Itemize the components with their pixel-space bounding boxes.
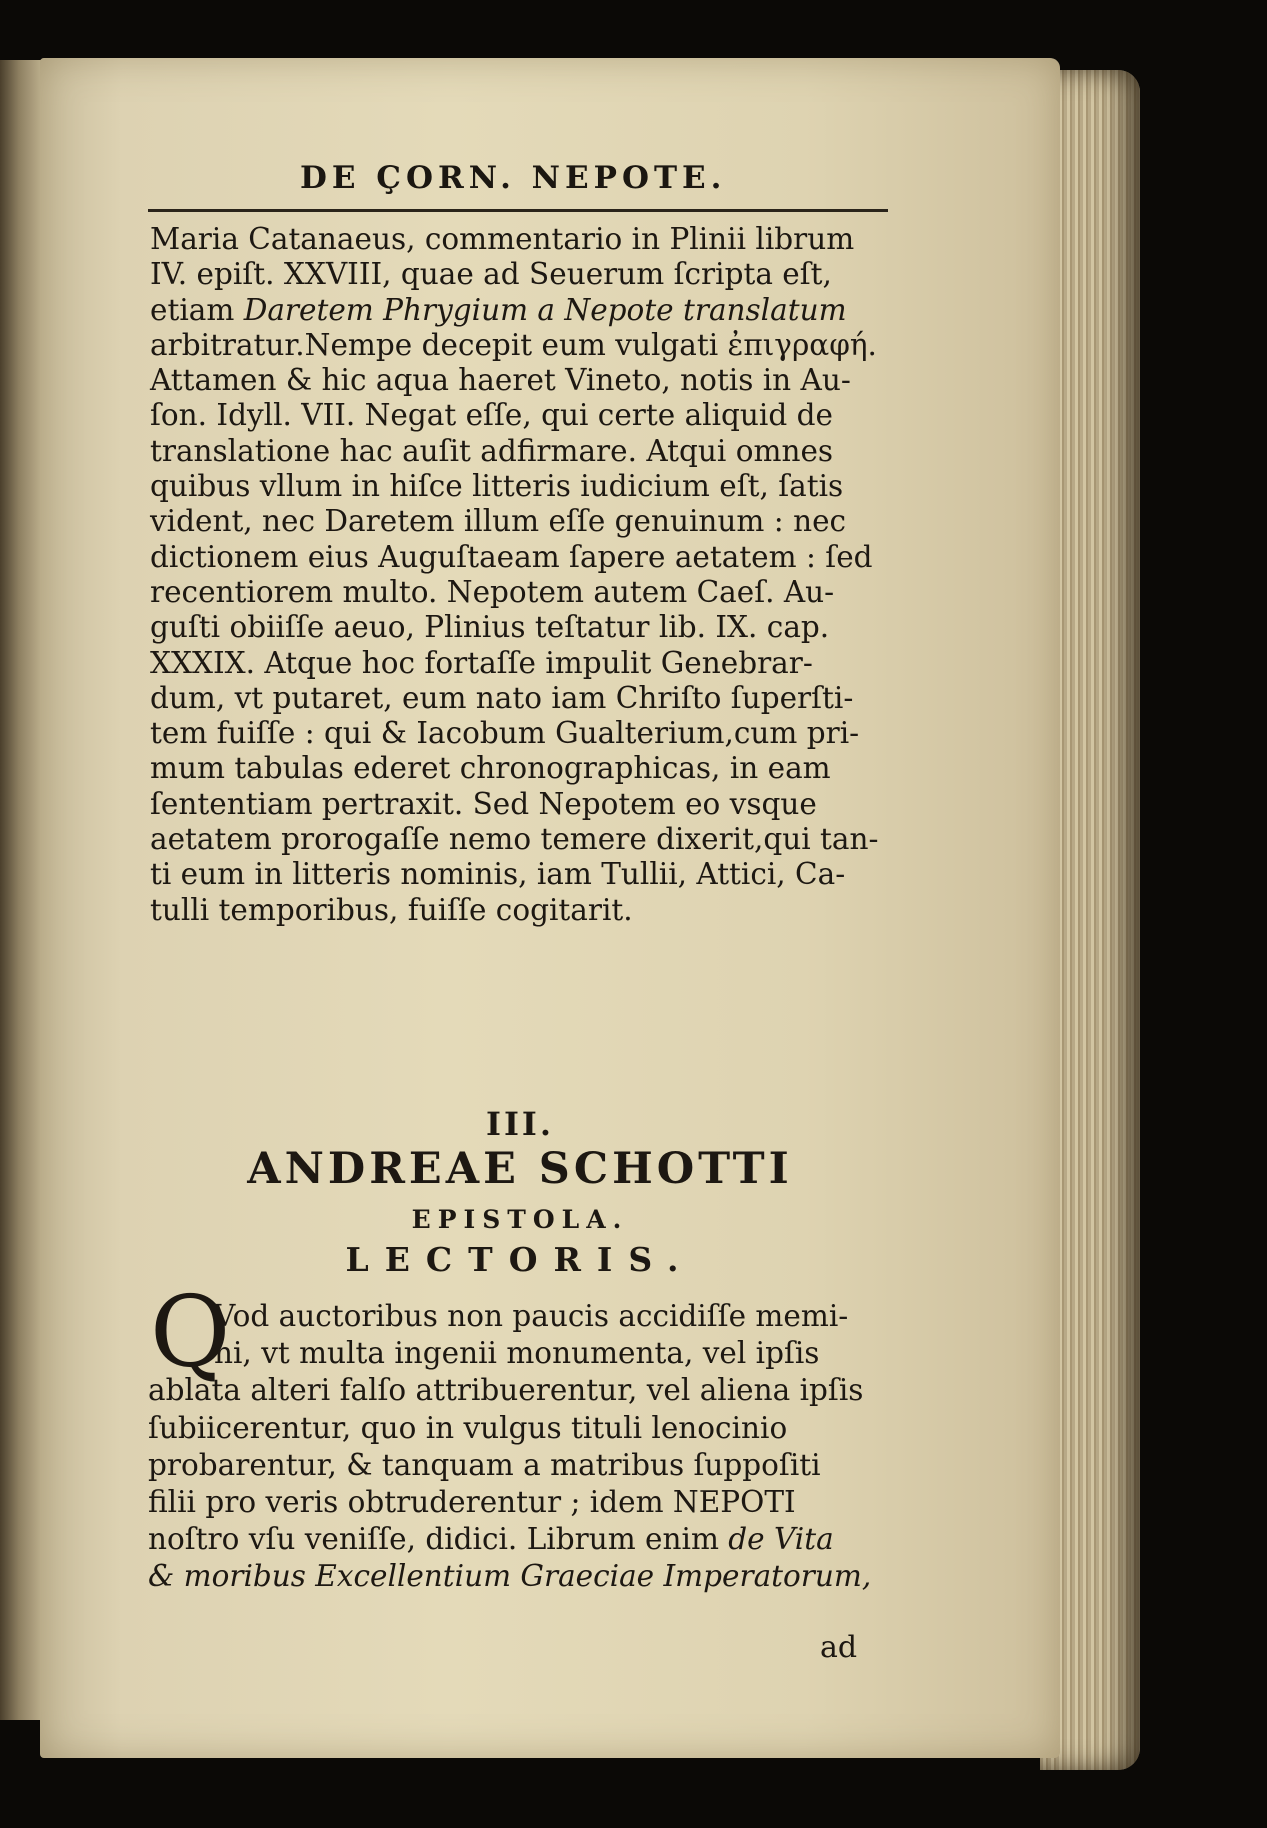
body-line: ſon. Idyll. VII. Negat eſſe, qui certe aliquid de (150, 398, 833, 433)
body-line: etiam Daretem Phrygium a Nepote translatum (150, 292, 847, 327)
body-line: Maria Catanaeus, commentario in Plinii librum (150, 222, 855, 256)
body-line: tulli temporibus, fuiſſe cogitarit. (150, 892, 633, 927)
body-line: ſententiam pertraxit. Sed Nepotem eo vsque (150, 786, 817, 821)
epistle-line: noſtro vſu veniſſe, didici. Librum enim de Vita (148, 1522, 834, 1557)
epistle-line: & moribus Excellentium Graeciae Imperatorum, (148, 1559, 872, 1594)
subtitle-epistola: EPISTOLA. (411, 1205, 629, 1234)
body-line: dictionem eius Auguſtaeam ſapere aetatem : ſed (150, 539, 873, 574)
epistle-text (148, 1298, 890, 1596)
header-rule (148, 209, 888, 212)
body-text (150, 222, 890, 928)
body-line: translatione hac auſit adfirmare. Atqui omnes (150, 433, 834, 468)
body-line: mum tabulas ederet chronographicas, in eam (150, 751, 831, 786)
catchword: ad (820, 1630, 858, 1665)
body-line: dum, vt putaret, eum nato iam Chriſto ſuperſti- (150, 680, 854, 715)
body-line: arbitratur.Nempe decepit eum vulgati ἐπιγραφή. (150, 327, 877, 362)
section-title: ANDREAE SCHOTTI (247, 1144, 793, 1194)
body-line: IV. epiſt. XXVIII, quae ad Seuerum ſcripta eſt, (150, 257, 832, 292)
body-line: aetatem prorogaſſe nemo temere dixerit,qui tan- (150, 822, 879, 857)
epistle-line: Vod auctoribus non paucis accidiſſe memi- (214, 1299, 849, 1333)
epistle-line: filii pro veris obtruderentur ; idem NEPOTI (148, 1485, 796, 1520)
drop-cap: Q (150, 1276, 231, 1390)
body-line: guſti obiiſſe aeuo, Plinius teſtatur lib. IX. cap. (150, 610, 830, 645)
body-line: XXXIX. Atque hoc fortaſſe impulit Genebrar- (150, 645, 813, 680)
body-line: vident, nec Daretem illum eſſe genuinum : nec (150, 504, 847, 539)
body-line: Attamen & hic aqua haeret Vineto, notis in Au- (150, 363, 851, 398)
body-line: tem fuiſſe : qui & Iacobum Gualterium,cum pri- (150, 716, 860, 751)
body-line: quibus vllum in hiſce litteris iudicium eſt, ſatis (150, 469, 844, 504)
section-number: III. (485, 1105, 555, 1143)
epistle-line: ſubiicerentur, quo in vulgus tituli lenocinio (148, 1410, 788, 1445)
epistle-line: probarentur, & tanquam a matribus ſuppoſiti (148, 1447, 821, 1482)
epistle-line: ni, vt multa ingenii monumenta, vel ipſis (214, 1336, 820, 1371)
running-head: DE ÇORN. NEPOTE. (300, 160, 727, 196)
body-line: ti eum in litteris nominis, iam Tullii, Attici, Ca- (150, 857, 846, 892)
subtitle-lectoris: LECTORIS. (345, 1240, 695, 1279)
epistle-line: ablata alteri falſo attribuerentur, vel aliena ipſis (148, 1373, 864, 1408)
body-line: recentiorem multo. Nepotem autem Caeſ. Au- (150, 574, 835, 609)
